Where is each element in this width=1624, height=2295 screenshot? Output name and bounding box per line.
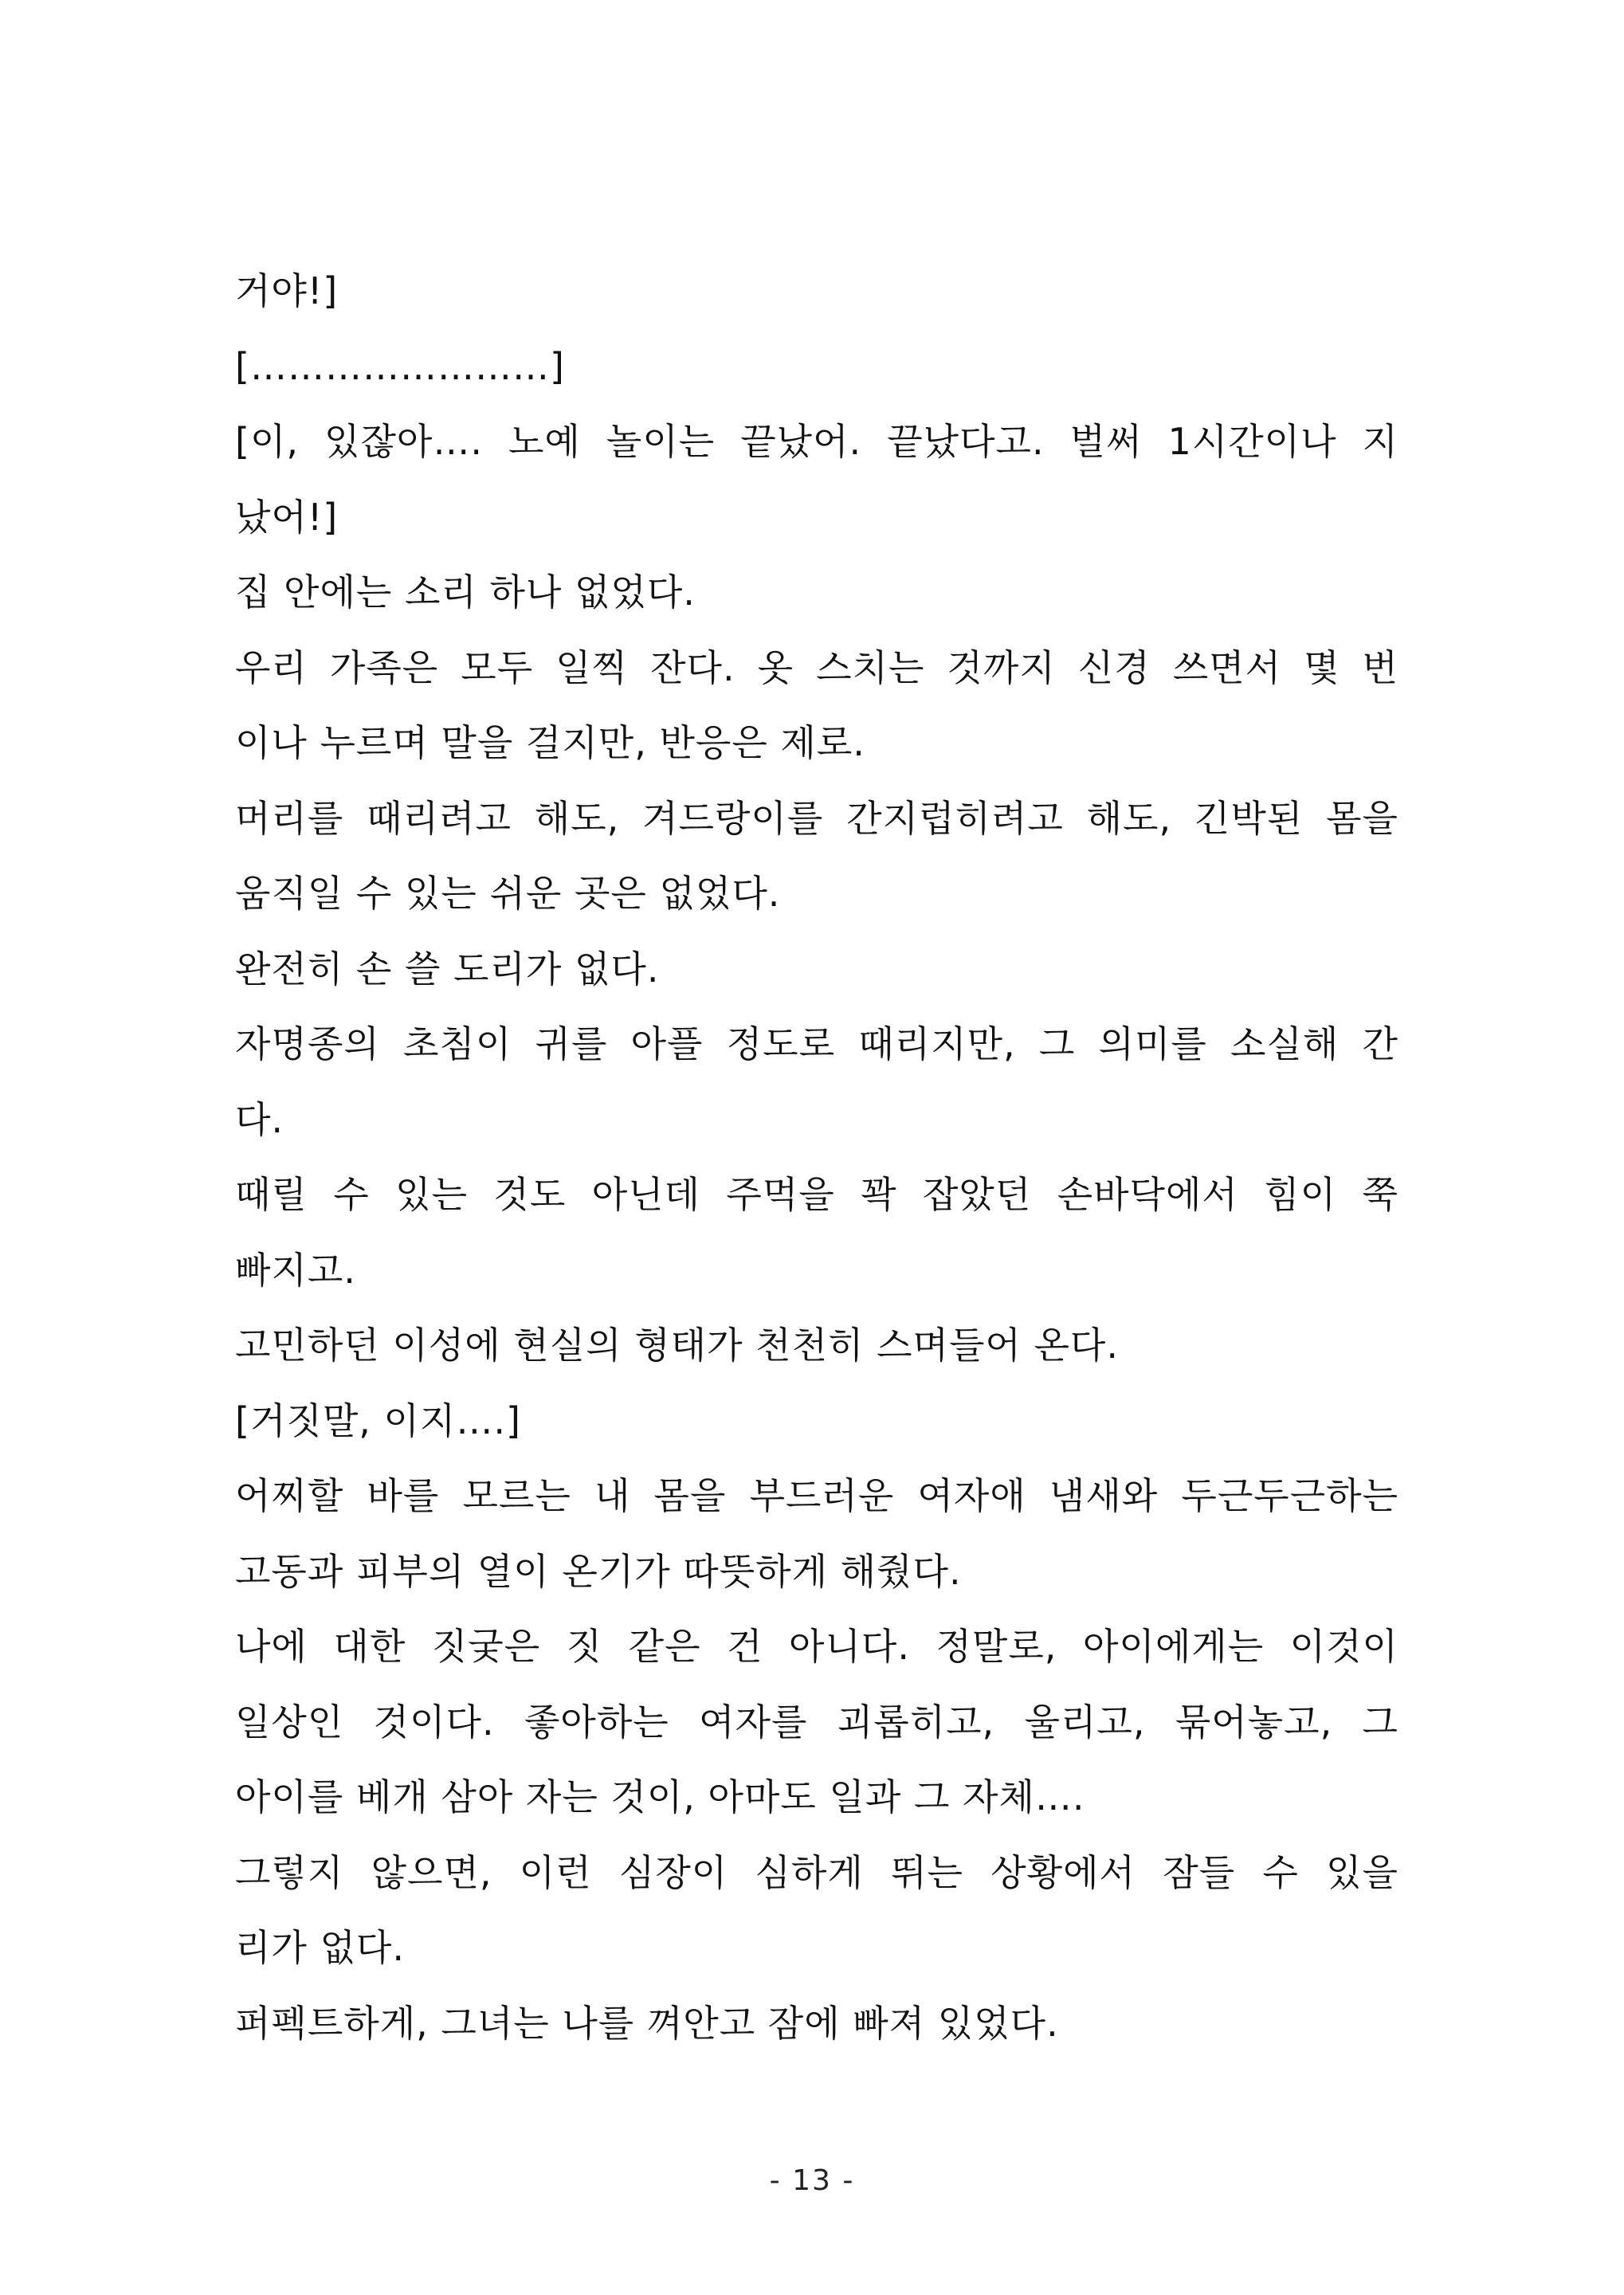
text-line-21: 아이를 베개 삼아 자는 것이, 아마도 일과 그 자체….: [235, 1775, 1085, 1818]
text-line-1: 거야!]: [235, 269, 339, 312]
text-line-24: 퍼펙트하게, 그녀는 나를 껴안고 잠에 빠져 있었다.: [235, 2001, 1059, 2045]
text-line-5: 집 안에는 소리 하나 없었다.: [235, 571, 696, 614]
text-line-16: [거짓말, 이지….]: [235, 1399, 521, 1442]
text-line-14: 빠지고.: [235, 1248, 356, 1292]
text-line-4: 났어!]: [235, 495, 339, 539]
text-line-9: 움직일 수 있는 쉬운 곳은 없었다.: [235, 872, 781, 915]
text-line-12: 다.: [235, 1097, 284, 1141]
text-line-10: 완전히 손 쓸 도리가 없다.: [235, 947, 660, 991]
text-line-18: 고동과 피부의 열이 온기가 따뜻하게 해줬다.: [235, 1549, 962, 1593]
text-line-8: 머리를 때리려고 해도, 겨드랑이를 간지럽히려고 해도, 긴박된 몸을: [235, 796, 1398, 840]
text-line-15: 고민하던 이성에 현실의 형태가 천천히 스며들어 온다.: [235, 1324, 1119, 1367]
text-line-3: [이, 있잖아…. 노예 놀이는 끝났어. 끝났다고. 벌써 1시간이나 지: [235, 420, 1398, 463]
text-line-22: 그렇지 않으면, 이런 심장이 심하게 뛰는 상황에서 잠들 수 있을: [235, 1850, 1398, 1894]
text-line-19: 나에 대한 짓궂은 짓 같은 건 아니다. 정말로, 아이에게는 이것이: [235, 1625, 1398, 1668]
text-line-13: 때릴 수 있는 것도 아닌데 주먹을 꽉 잡았던 손바닥에서 힘이 쭉: [235, 1173, 1398, 1216]
text-line-23: 리가 없다.: [235, 1926, 405, 1969]
text-line-2: [……………………]: [235, 344, 565, 388]
text-line-11: 자명종의 초침이 귀를 아플 정도로 때리지만, 그 의미를 소실해 간: [235, 1022, 1398, 1065]
text-line-6: 우리 가족은 모두 일찍 잔다. 옷 스치는 것까지 신경 쓰면서 몇 번: [235, 645, 1398, 689]
text-line-20: 일상인 것이다. 좋아하는 여자를 괴롭히고, 울리고, 묶어놓고, 그: [235, 1700, 1398, 1744]
page-number: - 13 -: [769, 2164, 855, 2197]
text-line-17: 어찌할 바를 모르는 내 몸을 부드러운 여자애 냄새와 두근두근하는: [235, 1474, 1398, 1517]
text-line-7: 이나 누르며 말을 걸지만, 반응은 제로.: [235, 721, 865, 764]
body-text: [235, 253, 1398, 2061]
